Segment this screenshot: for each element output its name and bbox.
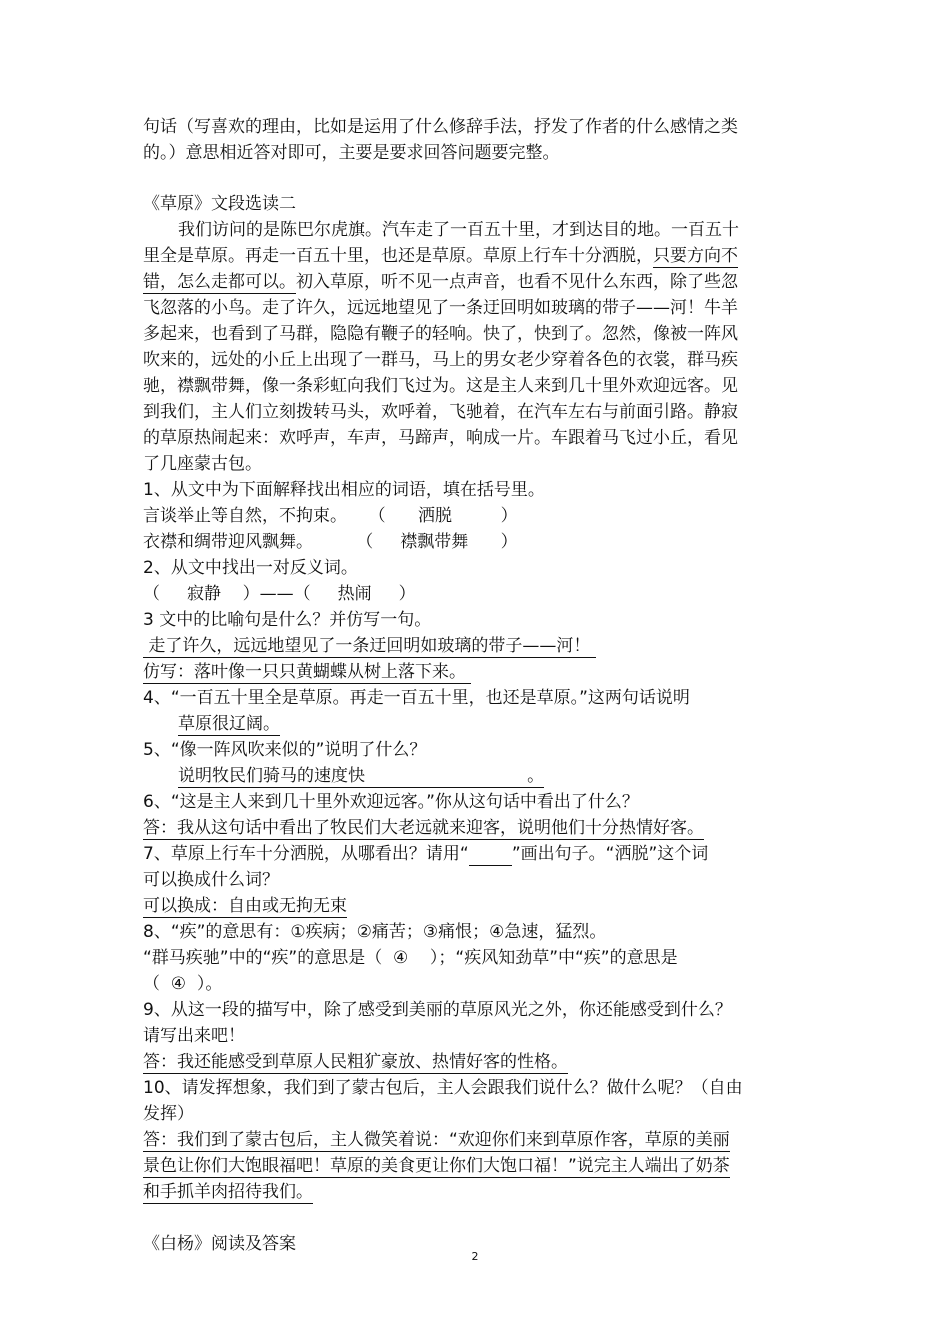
question-1: 1、从文中为下面解释找出相应的词语，填在括号里。 <box>143 480 545 500</box>
question-10: 10、请发挥想象，我们到了蒙古包后，主人会跟我们说什么？做什么呢？（自由 <box>143 1078 743 1098</box>
question-7-cont: 可以换成什么词？ <box>143 870 279 890</box>
question-5: 5、“像一阵风吹来似的”说明了什么？ <box>143 740 427 760</box>
passage-line <box>143 244 738 268</box>
answer-3b <box>143 660 471 684</box>
intro-line-2: 的。）意思相近答对即可，主要是要求回答问题要完整。 <box>143 143 560 163</box>
passage-line: 驰，襟飘带舞，像一条彩虹向我们飞过为。这是主人来到几十里外欢迎远客。见 <box>143 376 738 396</box>
answer-1b: 衣襟和绸带迎风飘舞。 （ 襟飘带舞 ） <box>143 532 518 552</box>
passage-line: 多起来，也看到了马群，隐隐有鞭子的轻响。快了，快到了。忽然，像被一阵风 <box>143 324 738 344</box>
section-title: 《草原》文段选读二 <box>143 194 296 214</box>
passage-text: 里全是草原。再走一百五十里，也还是草原。草原上行车十分洒脱， <box>143 246 653 266</box>
question-10-cont: 发挥） <box>143 1104 194 1124</box>
answer-text: 和手抓羊肉招待我们。 <box>143 1182 313 1202</box>
answer-text: 说明牧民们骑马的速度快 。 <box>178 766 545 786</box>
underlined-sentence: 错，怎么走都可以。 <box>143 272 296 292</box>
answer-text: 仿写：落叶像一只只黄蝴蝶从树上落下来。 <box>143 662 472 682</box>
answer-text: 答：我从这句话中看出了牧民们大老远就来迎客，说明他们十分热情好客。 <box>143 818 704 838</box>
answer-text: 草原很辽阔。 <box>178 714 280 734</box>
passage-line <box>143 270 738 294</box>
next-section-title: 《白杨》阅读及答案 <box>143 1234 296 1254</box>
question-text: 7、草原上行车十分洒脱，从哪看出？请用“ <box>143 844 469 864</box>
passage-line: 飞忽落的小鸟。走了许久，远远地望见了一条迂回明如玻璃的带子——河！牛羊 <box>143 298 738 318</box>
page-number: 2 <box>471 1250 479 1263</box>
answer-text: 景色让你们大饱眼福吧！草原的美食更让你们大饱口福！”说完主人端出了奶茶 <box>143 1156 730 1176</box>
question-text: ”画出句子。“洒脱”这个词 <box>511 844 709 864</box>
underline-sample <box>469 844 512 866</box>
passage-text: 初入草原，听不见一点声音，也看不见什么东西，除了些忽 <box>296 272 738 292</box>
passage-line: 的草原热闹起来：欢呼声，车声，马蹄声，响成一片。车跟着马飞过小丘，看见 <box>143 428 738 448</box>
question-7 <box>143 842 708 866</box>
answer-text: 可以换成：自由或无拘无束 <box>143 896 347 916</box>
question-3: 3 文中的比喻句是什么？并仿写一句。 <box>143 610 432 630</box>
question-4: 4、“一百五十里全是草原。再走一百五十里，也还是草原。”这两句话说明 <box>143 688 690 708</box>
answer-2: （ 寂静 ）——（ 热闹 ） <box>143 584 416 604</box>
question-8: 8、“疾”的意思有：①疾病；②痛苦；③痛恨；④急速，猛烈。 <box>143 922 607 942</box>
question-9-cont: 请写出来吧！ <box>143 1026 245 1046</box>
answer-1a: 言谈举止等自然，不拘束。 （ 洒脱 ） <box>143 506 518 526</box>
answer-8b: （ ④ ）。 <box>143 974 223 994</box>
passage-line: 了几座蒙古包。 <box>143 454 262 474</box>
answer-10b <box>143 1154 730 1178</box>
answer-6 <box>143 816 704 840</box>
passage-line: 吹来的，远处的小丘上出现了一群马，马上的男女老少穿着各色的衣裳，群马疾 <box>143 350 738 370</box>
answer-10a <box>143 1128 730 1152</box>
answer-3a <box>143 634 596 658</box>
answer-text: 走了许久，远远地望见了一条迂回明如玻璃的带子——河！ <box>143 636 596 656</box>
passage-line: 我们访问的是陈巴尔虎旗。汽车走了一百五十里，才到达目的地。一百五十 <box>178 220 739 240</box>
answer-5 <box>178 764 544 788</box>
answer-7 <box>143 894 347 918</box>
question-9: 9、从这一段的描写中，除了感受到美丽的草原风光之外，你还能感受到什么？ <box>143 1000 732 1020</box>
question-2: 2、从文中找出一对反义词。 <box>143 558 358 578</box>
question-6: 6、“这是主人来到几十里外欢迎远客。”你从这句话中看出了什么？ <box>143 792 639 812</box>
answer-9 <box>143 1050 568 1074</box>
underlined-sentence: 只要方向不 <box>653 246 738 266</box>
passage-line: 到我们，主人们立刻拨转马头，欢呼着，飞驰着，在汽车左右与前面引路。静寂 <box>143 402 738 422</box>
answer-4 <box>178 712 280 736</box>
intro-line-1: 句话（写喜欢的理由，比如是运用了什么修辞手法，抒发了作者的什么感情之类 <box>143 117 738 137</box>
answer-8a: “群马疾驰”中的“疾”的意思是（ ④ ）；“疾风知劲草”中“疾”的意思是 <box>143 948 678 968</box>
answer-text: 答：我还能感受到草原人民粗犷豪放、热情好客的性格。 <box>143 1052 568 1072</box>
answer-text: 答：我们到了蒙古包后，主人微笑着说：“欢迎你们来到草原作客，草原的美丽 <box>143 1130 730 1150</box>
answer-10c <box>143 1180 313 1204</box>
